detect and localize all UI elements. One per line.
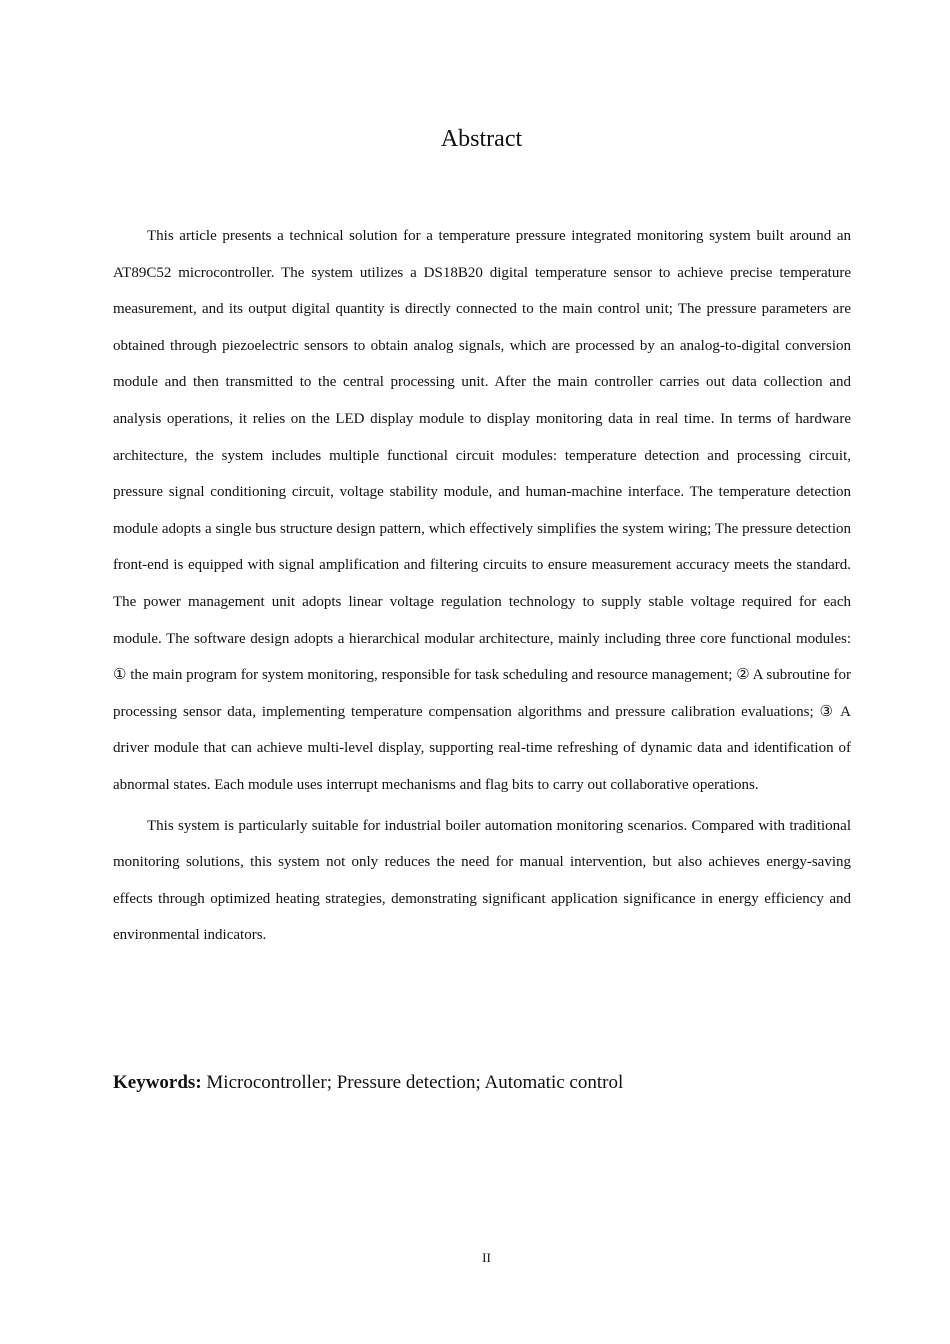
keywords-text: Microcontroller; Pressure detection; Automatic control — [206, 1072, 624, 1093]
abstract-paragraph-2: This system is particularly suitable for industrial boiler automation monitoring scenarios. Compared with traditional monitoring solutions, this system not only reduces the need for manual intervention, but also achieves energy-saving effects through optimized heating strategies, demonstrating significant application significance in energy efficiency and environmental indicators. — [113, 817, 851, 944]
keywords-label: Keywords: — [113, 1072, 202, 1093]
keywords-line — [113, 1069, 851, 1097]
page-number: II — [482, 1250, 491, 1265]
page-title: Abstract — [440, 126, 523, 152]
abstract-body — [113, 218, 851, 954]
abstract-paragraph-1: This article presents a technical solution for a temperature pressure integrated monitoring system built around an AT89C52 microcontroller. The system utilizes a DS18B20 digital temperature sensor to achieve precise temperature measurement, and its output digital quantity is directly connected to the main control unit; The pressure parameters are obtained through piezoelectric sensors to obtain analog signals, which are processed by an analog-to-digital conversion module and then transmitted to the central processing unit. After the main controller carries out data collection and analysis operations, it relies on the LED display module to display monitoring data in real time. In terms of hardware architecture, the system includes multiple functional circuit modules: temperature detection and processing circuit, pressure signal conditioning circuit, voltage stability module, and human-machine interface. The temperature detection module adopts a single bus structure design pattern, which effectively simplifies the system wiring; The pressure detection front-end is equipped with signal amplification and filtering circuits to ensure measurement accuracy meets the standard. The power management unit adopts linear voltage regulation technology to supply stable voltage required for each module. The software design adopts a hierarchical modular architecture, mainly including three core functional modules: ① the main program for system monitoring, responsible for task scheduling and resource management; ② A subroutine for processing sensor data, implementing temperature compensation algorithms and pressure calibration evaluations; ③ A driver module that can achieve multi-level display, supporting real-time refreshing of dynamic data and identification of abnormal states. Each module uses interrupt mechanisms and flag bits to carry out collaborative operations. — [113, 228, 851, 793]
